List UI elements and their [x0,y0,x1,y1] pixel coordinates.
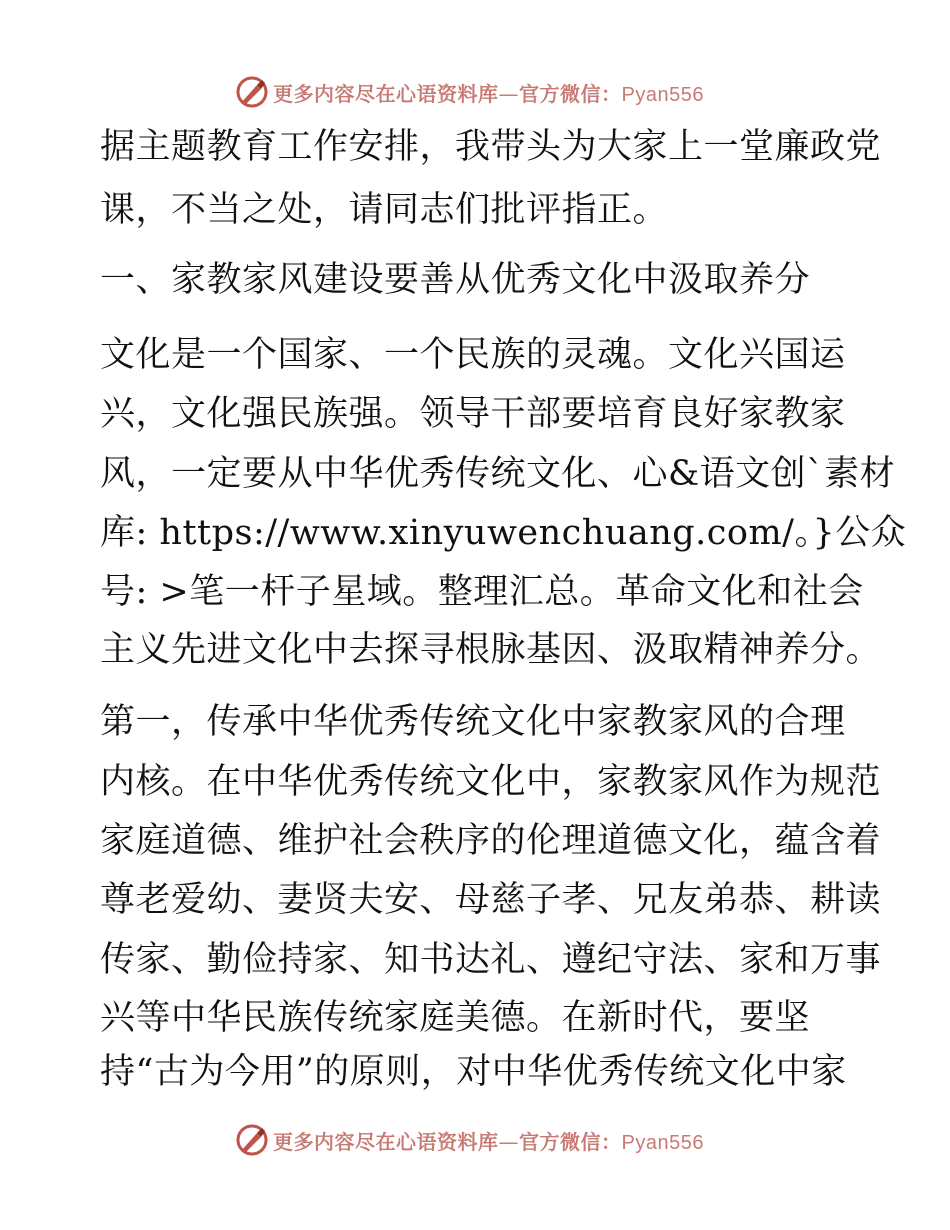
body-line: 兴等中华民族传统家庭美德。在新时代，要坚 [100,998,811,1038]
body-line: 持“古为今用”的原则，对中华优秀传统文化中家 [100,1052,847,1092]
watermark-account: Pyan556 [621,83,704,106]
body-line: 主义先进文化中去探寻根脉基因、汲取精神养分。 [100,630,882,670]
watermark-wechat-label: 官方微信： [519,81,622,106]
body-line: 风，一定要从中华优秀传统文化、心&语文创`素材 [100,454,896,494]
header-watermark [235,72,835,112]
body-line: 据主题教育工作安排，我带头为大家上一堂廉政党 [100,127,882,167]
body-line: 尊老爱幼、妻贤夫安、母慈子孝、兄友弟恭、耕读 [100,880,882,920]
body-line: 内核。在中华优秀传统文化中，家教家风作为规范 [100,762,882,802]
body-line: 家庭道德、维护社会秩序的伦理道德文化，蕴含着 [100,821,882,861]
pen-logo-icon [235,1123,269,1157]
watermark-separator: — [498,1129,519,1154]
body-line: 库: https://www.xinyuwenchuang.com/。}公众 [100,513,907,553]
watermark-account: Pyan556 [621,1131,704,1154]
watermark-site-text: 更多内容尽在心语资料库 [273,81,499,106]
body-line: 文化是一个国家、一个民族的灵魂。文化兴国运 [100,335,846,375]
pen-logo-icon [235,75,269,109]
body-line: 课，不当之处，请同志们批评指正。 [100,190,669,230]
watermark-separator: — [498,81,519,106]
body-line: 兴，文化强民族强。领导干部要培育良好家教家 [100,394,846,434]
body-line: 第一，传承中华优秀传统文化中家教家风的合理 [100,702,846,742]
footer-watermark [235,1120,835,1160]
watermark-site-text: 更多内容尽在心语资料库 [273,1129,499,1154]
body-line: 传家、勤俭持家、知书达礼、遵纪守法、家和万事 [100,940,882,980]
watermark-wechat-label: 官方微信： [519,1129,622,1154]
section-heading: 一、家教家风建设要善从优秀文化中汲取养分 [100,260,811,300]
body-line: 号: >笔一杆子星域。整理汇总。革命文化和社会 [100,572,864,612]
